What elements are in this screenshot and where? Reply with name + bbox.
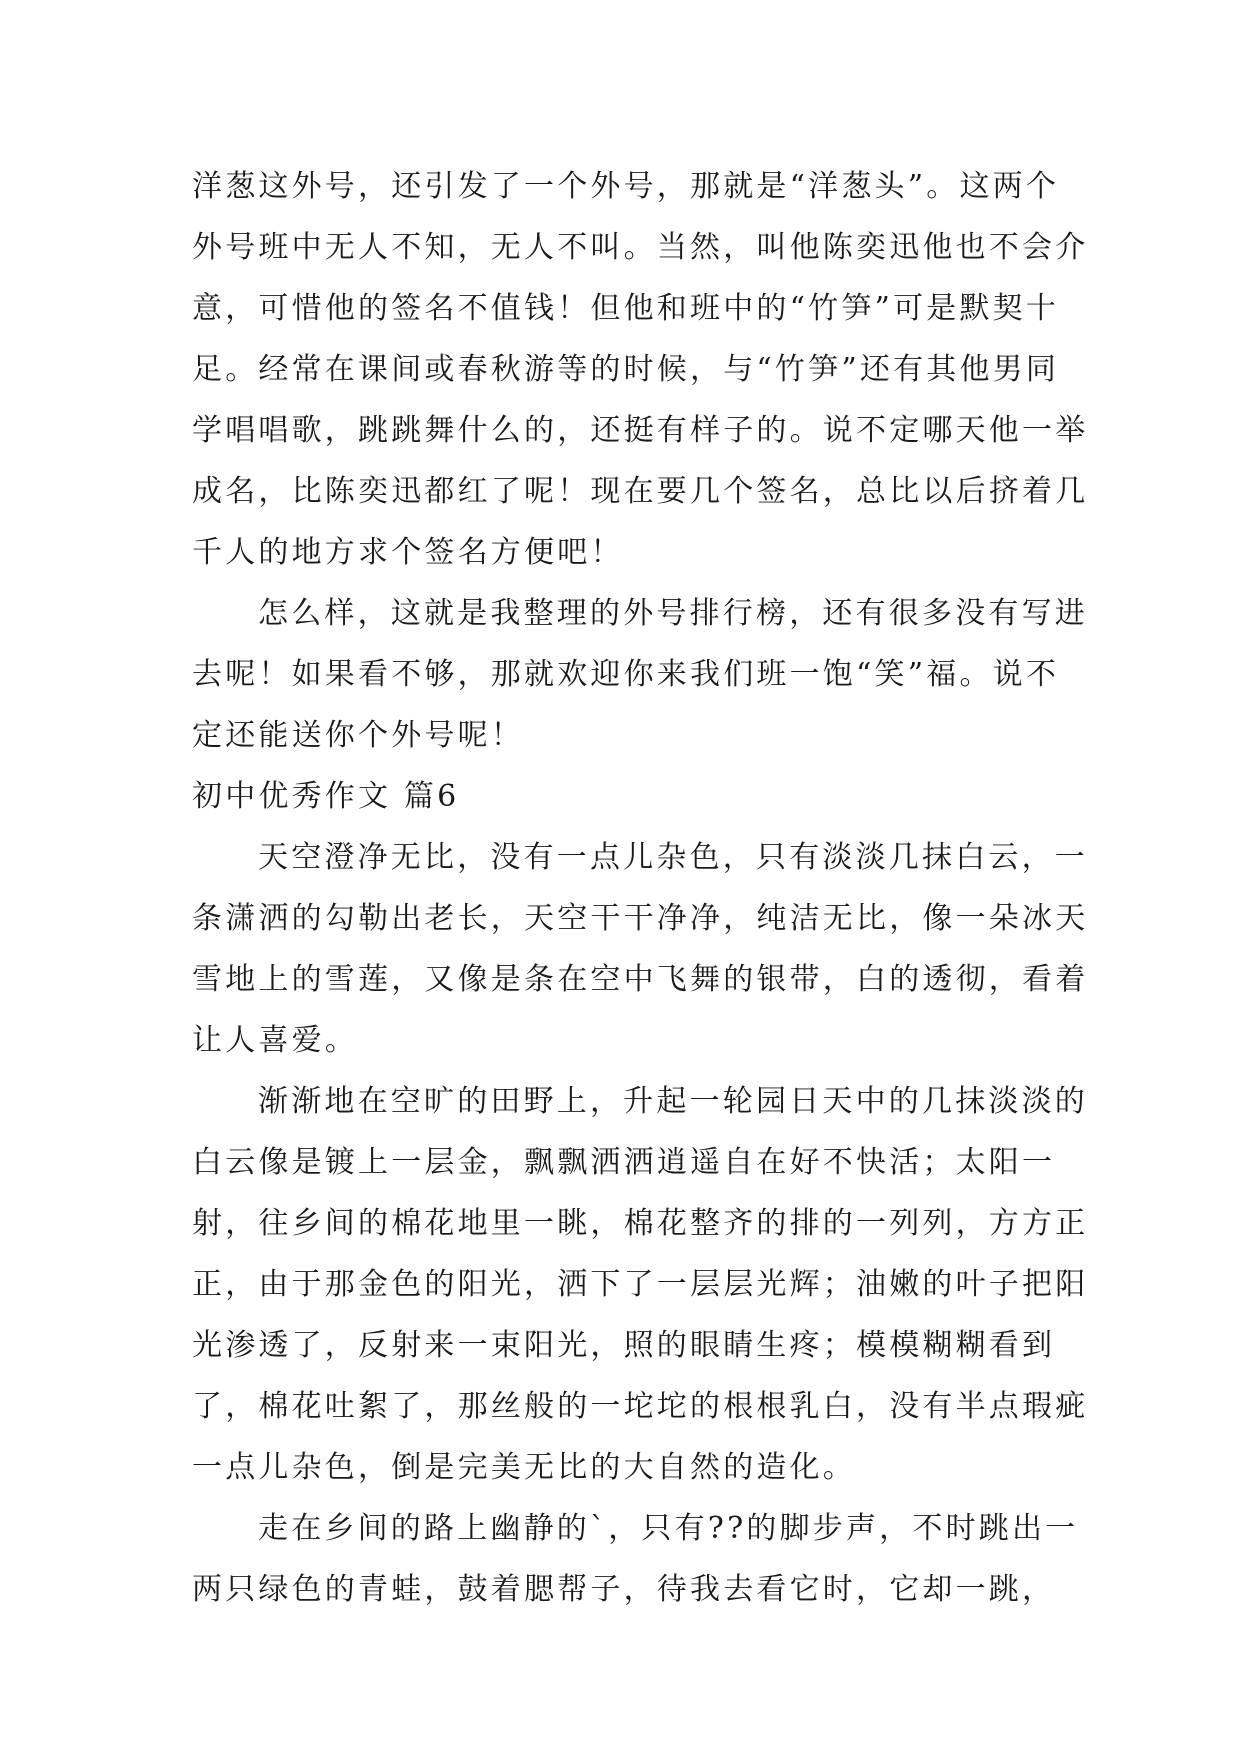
paragraph-sky: 天空澄净无比，没有一点儿杂色，只有淡淡几抹白云，一条潇洒的勾勒出老长，天空干干净净，纯洁无比，像一朵冰天雪地上的雪莲，又像是条在空中飞舞的银带，白的透彻，看着让人喜爱。	[192, 840, 1089, 1058]
paragraph-closing: 怎么样，这就是我整理的外号排行榜，还有很多没有写进去呢！如果看不够，那就欢迎你来我们班一饱“笑”福。说不定还能送你个外号呢！	[192, 596, 1088, 753]
paragraph-continuation: 洋葱这外号，还引发了一个外号，那就是“洋葱头”。这两个外号班中无人不知，无人不叫。当然，叫他陈奕迅他也不会介意，可惜他的签名不值钱！但他和班中的“竹笋”可是默契十足。经常在课间或春秋游等的时候，与“竹笋”还有其他男同学唱唱歌，跳跳舞什么的，还挺有样子的。说不定哪天他一举成名，比陈奕迅都红了呢！现在要几个签名，总比以后挤着几千人的地方求个签名方便吧！	[192, 169, 1089, 570]
paragraph-field: 渐渐地在空旷的田野上，升起一轮园日天中的几抹淡淡的白云像是镀上一层金，飘飘洒洒逍遥自在好不快活；太阳一射，往乡间的棉花地里一眺，棉花整齐的排的一列列，方方正正，由于那金色的阳光，洒下了一层层光辉；油嫩的叶子把阳光渗透了，反射来一束阳光，照的眼睛生疼；模模糊糊看到了，棉花吐絮了，那丝般的一坨坨的根根乳白，没有半点瑕疵一点儿杂色，倒是完美无比的大自然的造化。	[192, 1084, 1089, 1485]
document-body	[192, 156, 1092, 1620]
paragraph-road: 走在乡间的路上幽静的`，只有??的脚步声，不时跳出一两只绿色的青蛙，鼓着腮帮子，待我去看它时，它却一跳，	[192, 1511, 1079, 1607]
section-heading: 初中优秀作文 篇6	[192, 779, 460, 814]
